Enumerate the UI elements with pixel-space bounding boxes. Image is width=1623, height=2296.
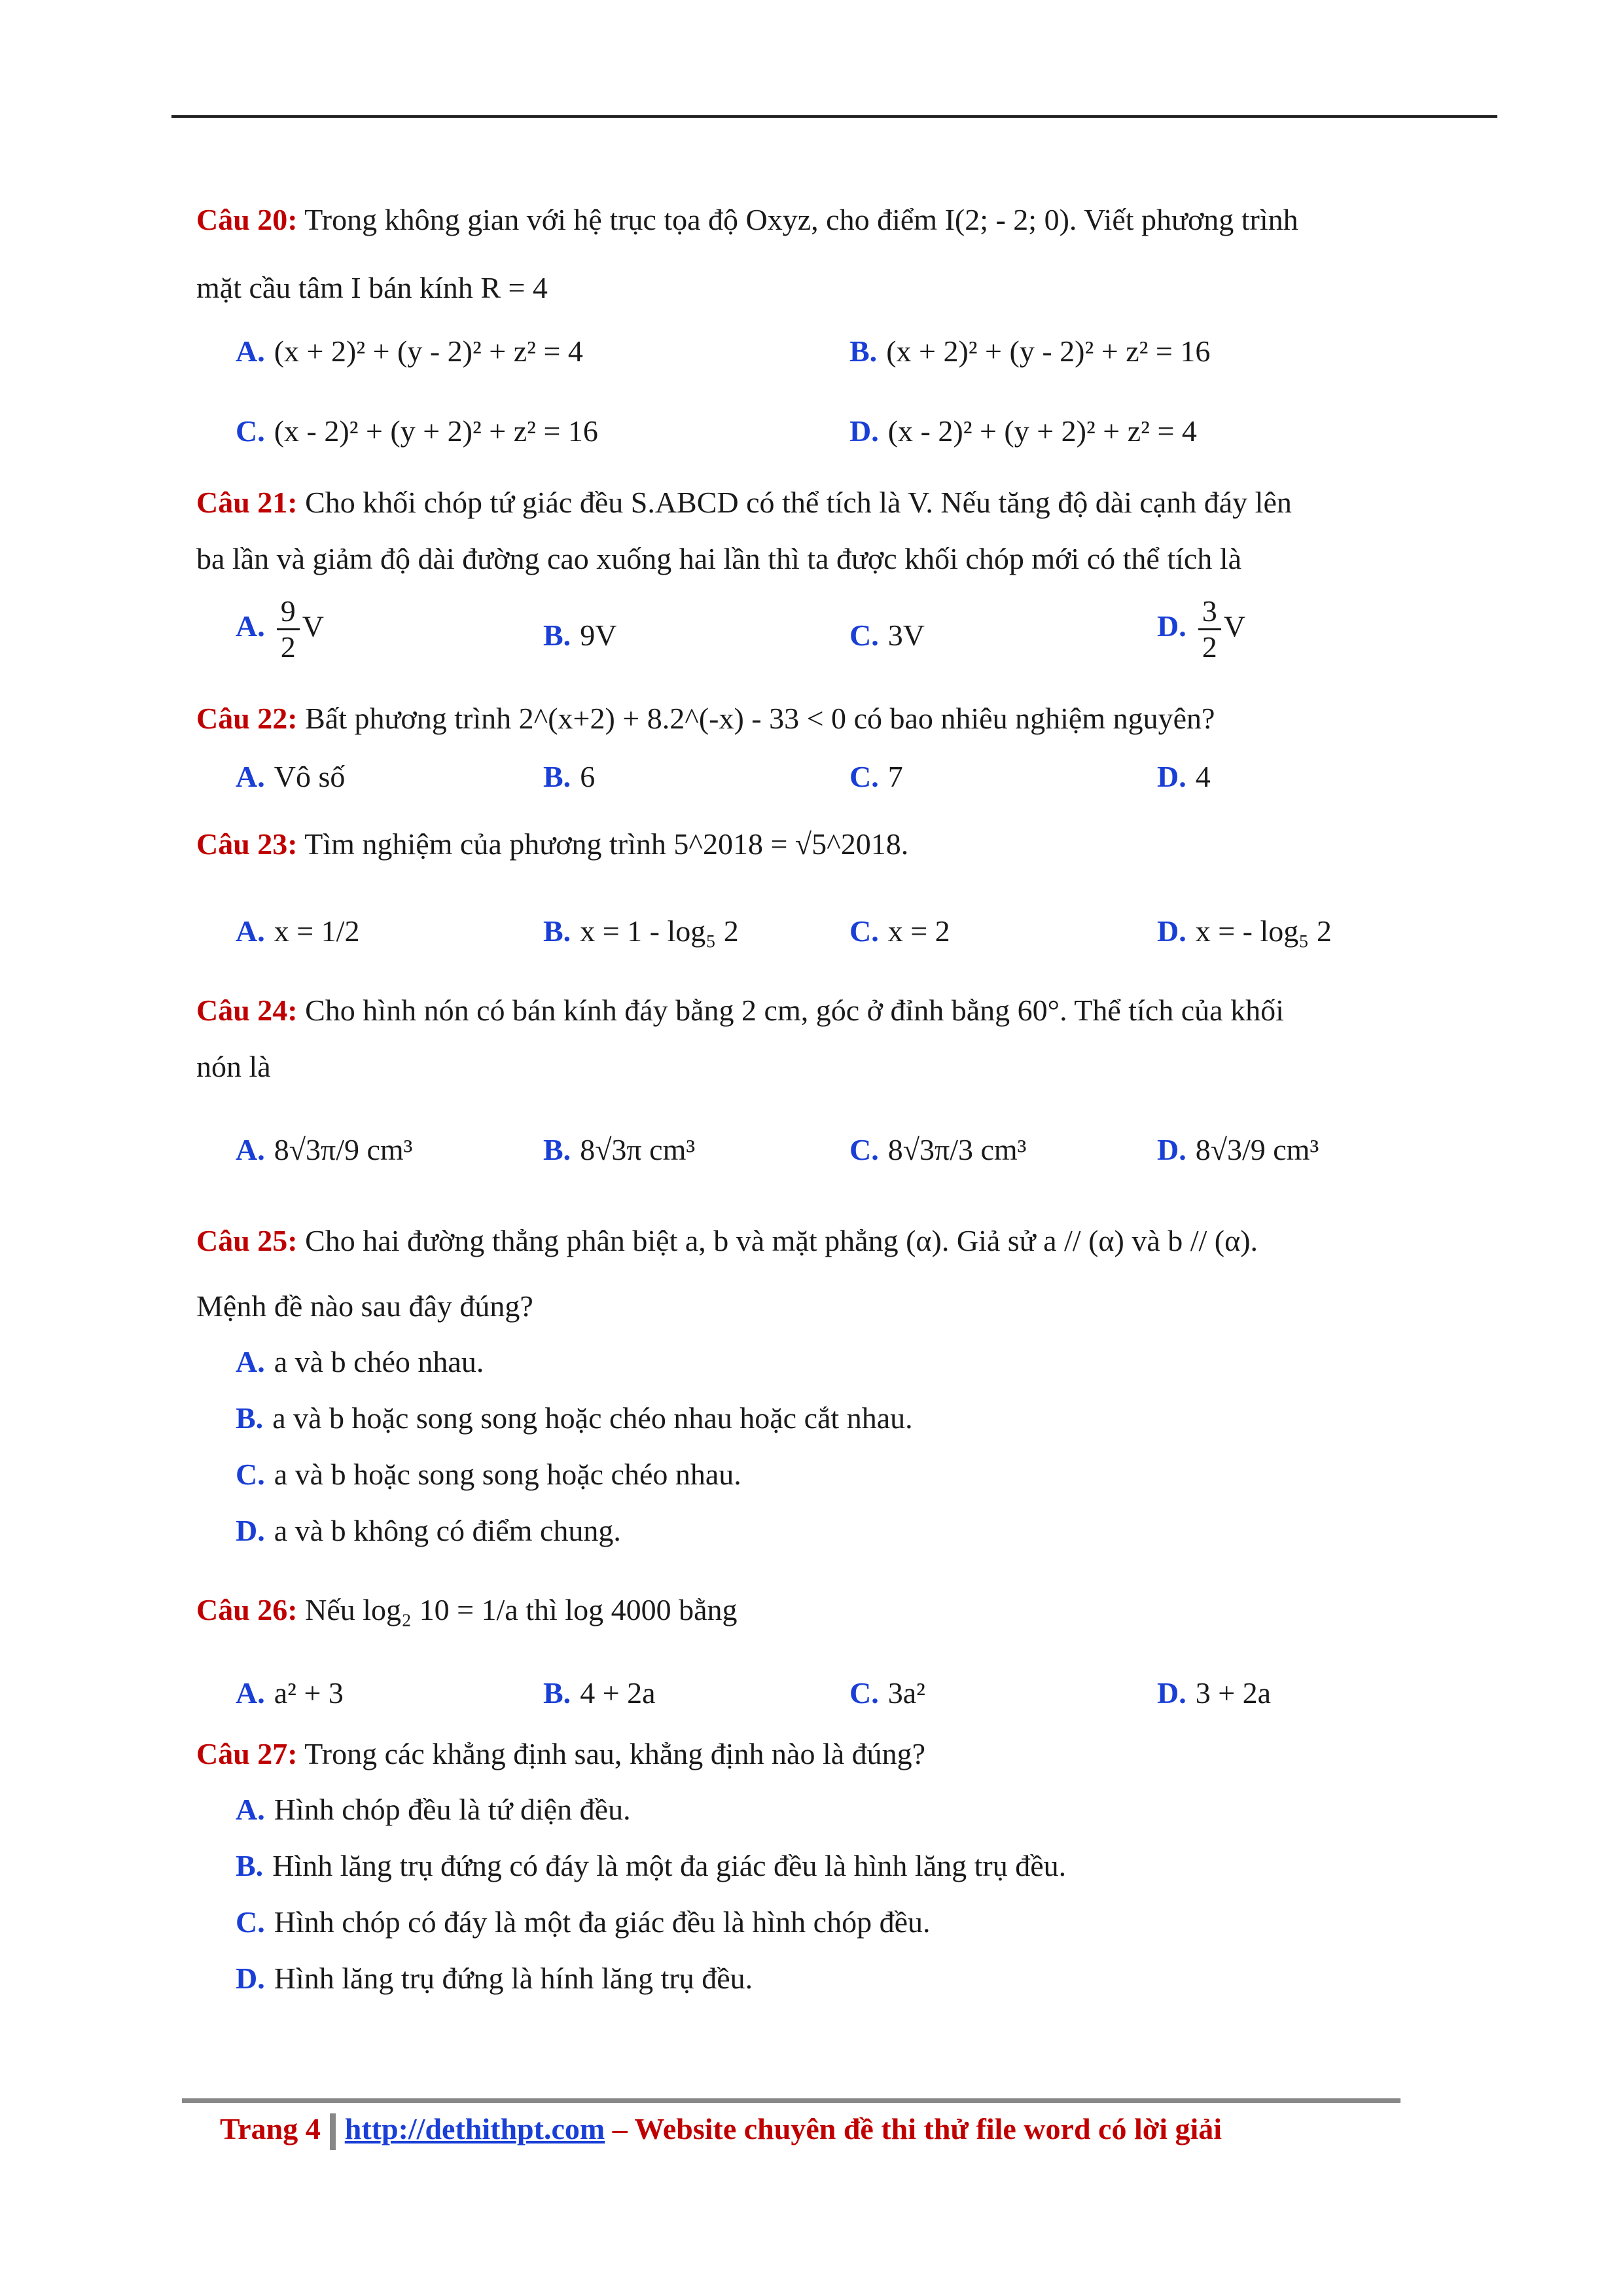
numerator: 3: [1198, 596, 1221, 630]
math-point: I(2; - 2; 0).: [944, 203, 1077, 236]
option-label: A.: [236, 334, 265, 368]
option-c[interactable]: [849, 914, 950, 948]
option-text: Hình chóp đều là tứ diện đều.: [274, 1793, 631, 1826]
option-b[interactable]: [236, 1848, 1066, 1883]
option-c[interactable]: [849, 1676, 925, 1710]
option-text: x = - log₅ 2: [1195, 914, 1332, 948]
option-text: 9V: [580, 619, 617, 652]
option-text: (x - 2)² + (y + 2)² + z² = 4: [887, 414, 1197, 448]
option-a[interactable]: [236, 1792, 631, 1827]
option-a[interactable]: [236, 759, 345, 794]
math-equation: 5^2018 = √5^2018.: [673, 827, 909, 861]
question-text: Mệnh đề nào sau đây đúng?: [196, 1289, 533, 1323]
option-d[interactable]: [849, 414, 1197, 448]
question-label: Câu 24:: [196, 994, 298, 1027]
option-label: B.: [849, 334, 878, 368]
denominator: 2: [1202, 630, 1217, 664]
option-label: D.: [1157, 914, 1186, 948]
page-footer: [220, 2111, 1222, 2150]
question-text: Cho hai đường thẳng phân biệt a, b và mặt phẳng: [305, 1224, 899, 1257]
option-text: 3 + 2a: [1195, 1676, 1272, 1710]
option-text: 4: [1195, 760, 1211, 793]
option-text: 7: [887, 760, 903, 793]
option-a[interactable]: [236, 914, 359, 948]
question-text: mặt cầu tâm I bán kính: [196, 271, 473, 304]
question-21-line2: [196, 539, 1427, 579]
question-text: Viết phương trình: [1084, 203, 1298, 236]
option-text: a và b chéo nhau.: [274, 1345, 484, 1378]
option-d[interactable]: [1157, 1132, 1319, 1167]
option-label: C.: [849, 619, 879, 652]
option-label: B.: [236, 1849, 264, 1882]
option-text: a và b hoặc song song hoặc chéo nhau.: [274, 1458, 741, 1491]
option-c[interactable]: [236, 414, 598, 448]
option-text: V: [1223, 609, 1245, 643]
question-text: Cho khối chóp tứ giác đều: [305, 486, 624, 519]
math-condition: log₂ 10 = 1/a: [363, 1593, 518, 1626]
math-plane: (α): [906, 1224, 942, 1257]
question-text: thì: [526, 1593, 558, 1626]
header-rule: [171, 115, 1497, 118]
option-b[interactable]: [543, 618, 616, 653]
option-label: B.: [543, 760, 571, 793]
question-text: Trong không gian với hệ trục tọa độ Oxyz, cho điểm: [304, 203, 938, 236]
option-text: Hình lăng trụ đứng là hính lăng trụ đều.: [274, 1962, 753, 1995]
option-text: 3a²: [887, 1676, 925, 1710]
footer-link[interactable]: http://dethithpt.com: [344, 2112, 605, 2145]
fraction: [1198, 596, 1221, 664]
question-text: và: [1132, 1224, 1160, 1257]
question-25-line2: [196, 1287, 1427, 1326]
question-label: Câu 21:: [196, 486, 298, 519]
option-a[interactable]: [236, 596, 324, 664]
option-c[interactable]: [236, 1457, 741, 1492]
option-b[interactable]: [236, 1401, 913, 1435]
option-a[interactable]: [236, 1344, 484, 1379]
option-c[interactable]: [849, 1132, 1026, 1167]
question-text: ba lần và giảm độ dài đường cao xuống hai lần thì ta được khối chóp mới có thể tích là: [196, 542, 1241, 575]
option-text: x = 1/2: [274, 914, 360, 948]
footer-tagline: – Website chuyên đề thi thử file word có lời giải: [612, 2112, 1222, 2145]
question-20-line2: [196, 268, 1427, 308]
option-text: 3V: [887, 619, 925, 652]
option-a[interactable]: [236, 334, 583, 368]
option-text: a² + 3: [274, 1676, 344, 1710]
fraction: [277, 596, 300, 664]
option-label: C.: [236, 414, 265, 448]
option-label: A.: [236, 1345, 265, 1378]
option-c[interactable]: [849, 618, 925, 653]
option-d[interactable]: [1157, 914, 1332, 948]
option-label: A.: [236, 914, 265, 948]
question-25: [196, 1221, 1427, 1261]
option-label: D.: [1157, 609, 1186, 643]
option-text: (x - 2)² + (y + 2)² + z² = 16: [274, 414, 598, 448]
option-label: C.: [849, 1676, 879, 1710]
question-text: Cho hình nón có bán kính đáy bằng 2 cm, góc ở đỉnh bằng: [305, 994, 1010, 1027]
option-text: 8√3/9 cm³: [1195, 1133, 1319, 1166]
option-label: B.: [543, 914, 571, 948]
question-text: . Giả sử: [941, 1224, 1036, 1257]
option-d[interactable]: [1157, 759, 1211, 794]
option-label: C.: [849, 914, 879, 948]
question-22: [196, 699, 1427, 738]
option-a[interactable]: [236, 1676, 344, 1710]
option-label: A.: [236, 609, 265, 643]
question-label: Câu 27:: [196, 1737, 298, 1770]
question-27: [196, 1734, 1427, 1774]
math-cond2: b // (α).: [1168, 1224, 1258, 1257]
option-text: x = 1 - log₅ 2: [580, 914, 739, 948]
option-text: 8√3π/9 cm³: [274, 1133, 413, 1166]
option-text: 4 + 2a: [580, 1676, 656, 1710]
question-text: Trong các khẳng định sau, khẳng định nào là đúng?: [304, 1737, 926, 1770]
option-text: (x + 2)² + (y - 2)² + z² = 16: [886, 334, 1211, 368]
option-label: A.: [236, 760, 265, 793]
option-text: (x + 2)² + (y - 2)² + z² = 4: [274, 334, 583, 368]
question-20: [196, 200, 1427, 240]
option-label: D.: [1157, 760, 1186, 793]
option-text: a và b hoặc song song hoặc chéo nhau hoặc cắt nhau.: [272, 1401, 913, 1435]
option-a[interactable]: [236, 1132, 412, 1167]
question-label: Câu 25:: [196, 1224, 298, 1257]
question-label: Câu 23:: [196, 827, 298, 861]
option-label: C.: [236, 1458, 265, 1491]
option-c[interactable]: [849, 759, 903, 794]
question-label: Câu 22:: [196, 702, 298, 735]
math-solid: S.ABCD: [630, 486, 739, 519]
question-label: Câu 26:: [196, 1593, 298, 1626]
math-expression: log 4000: [565, 1593, 671, 1626]
option-d[interactable]: [1157, 1676, 1271, 1710]
option-label: D.: [236, 1514, 265, 1547]
option-label: A.: [236, 1676, 265, 1710]
option-label: B.: [236, 1401, 264, 1435]
option-text: 8√3π cm³: [580, 1133, 696, 1166]
footer-rule: [182, 2098, 1400, 2103]
option-label: D.: [1157, 1676, 1186, 1710]
option-text: a và b không có điểm chung.: [274, 1514, 621, 1547]
option-label: D.: [849, 414, 879, 448]
math-angle: 60°: [1017, 994, 1060, 1027]
option-text: x = 2: [887, 914, 950, 948]
option-text: Hình chóp có đáy là một đa giác đều là hình chóp đều.: [274, 1905, 931, 1939]
question-text: nón là: [196, 1050, 271, 1083]
option-text: Vô số: [274, 760, 346, 793]
math-cond1: a // (α): [1043, 1224, 1124, 1257]
question-text: Nếu: [305, 1593, 355, 1626]
option-label: D.: [1157, 1133, 1186, 1166]
option-label: D.: [236, 1962, 265, 1995]
question-text: Bất phương trình: [305, 702, 512, 735]
option-b[interactable]: [543, 759, 595, 794]
option-label: C.: [236, 1905, 265, 1939]
option-b[interactable]: [543, 1132, 695, 1167]
option-label: C.: [849, 1133, 879, 1166]
page-number: Trang 4: [220, 2112, 321, 2145]
math-inequality: 2^(x+2) + 8.2^(-x) - 33 < 0: [518, 702, 847, 735]
numerator: 9: [277, 596, 300, 630]
footer-divider: [330, 2113, 336, 2150]
option-b[interactable]: [543, 914, 739, 948]
option-label: A.: [236, 1793, 265, 1826]
question-23: [196, 825, 1427, 864]
question-text: có thể tích là V. Nếu tăng độ dài cạnh đáy lên: [746, 486, 1292, 519]
option-text: 6: [580, 760, 596, 793]
option-label: B.: [543, 619, 571, 652]
question-label: Câu 20:: [196, 203, 298, 236]
option-d[interactable]: [236, 1961, 753, 1996]
option-label: A.: [236, 1133, 265, 1166]
option-b[interactable]: [543, 1676, 656, 1710]
question-24: [196, 991, 1427, 1030]
question-text: bằng: [679, 1593, 738, 1626]
option-c[interactable]: [236, 1905, 931, 1939]
option-text: 8√3π/3 cm³: [887, 1133, 1027, 1166]
denominator: 2: [280, 630, 296, 664]
option-label: C.: [849, 760, 879, 793]
question-26: [196, 1590, 1427, 1630]
question-text: . Thể tích của khối: [1060, 994, 1284, 1027]
option-label: B.: [543, 1676, 571, 1710]
option-d[interactable]: [236, 1513, 621, 1548]
option-text: V: [302, 609, 324, 643]
option-d[interactable]: [1157, 596, 1245, 664]
question-text: Tìm nghiệm của phương trình: [304, 827, 666, 861]
question-text: có bao nhiêu nghiệm nguyên?: [853, 702, 1215, 735]
question-21: [196, 483, 1427, 522]
option-text: Hình lăng trụ đứng có đáy là một đa giác đều là hình lăng trụ đều.: [272, 1849, 1067, 1882]
math-radius: R = 4: [480, 271, 548, 304]
question-24-line2: [196, 1047, 1427, 1086]
option-b[interactable]: [849, 334, 1210, 368]
option-label: B.: [543, 1133, 571, 1166]
